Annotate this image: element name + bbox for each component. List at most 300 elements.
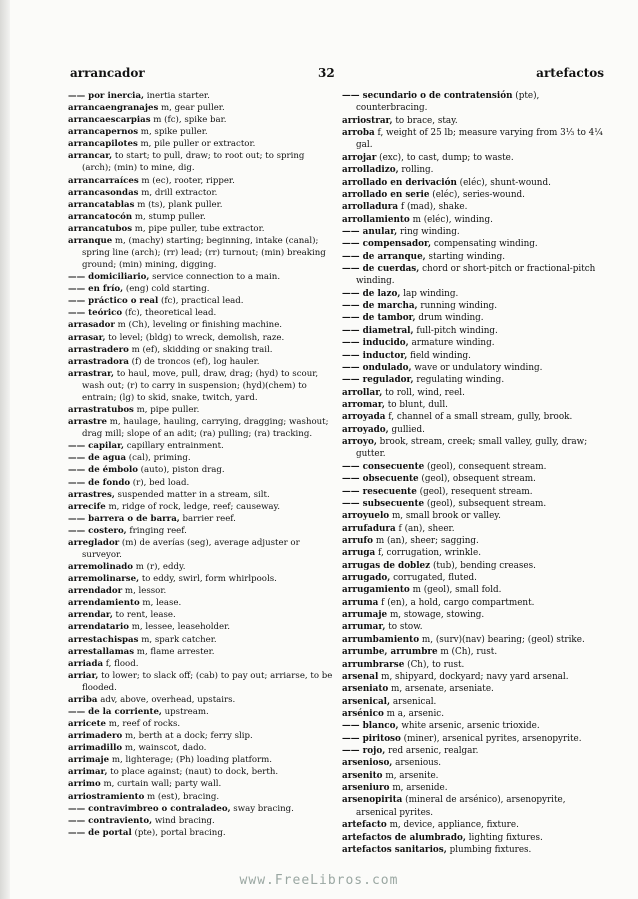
entry-definition: m, lessor. [122, 586, 167, 597]
dictionary-entry [68, 742, 334, 754]
entry-definition: m (Ch), leveling or finishing machine. [114, 320, 283, 331]
entry-headword: arrimaje [68, 755, 110, 766]
entry-headword: arroyuelo [342, 511, 390, 522]
entry-definition: to haul, move, pull, draw, drag; (hyd) to scour, wash out; (r) to carry in suspension; (hyd)(chem) to entrain; (lg) to skid, snake, twitch, yard. [82, 368, 319, 403]
entry-definition: m, (machy) starting; beginning, intake (canal); spring line (arch); (rr) lead; (rr) turnout; (min) breaking ground; (min) mining, digging. [82, 235, 326, 271]
entry-headword: —— contravimbreo o contraladeo, [68, 803, 231, 814]
entry-definition: m a, arsenic. [383, 708, 445, 719]
dictionary-entry [342, 609, 606, 621]
dictionary-entry [342, 436, 606, 461]
entry-headword: arrollado en serie [342, 189, 430, 200]
entry-headword: arroyo, [342, 437, 377, 448]
entry-definition: m, pile puller or extractor. [137, 139, 256, 150]
entry-headword: —— secundario o de contratensión [342, 91, 513, 101]
entry-headword: arrestachispas [68, 634, 139, 645]
entry-definition: m, lighterage; (Ph) loading platform. [109, 755, 272, 766]
dictionary-entry [342, 584, 606, 596]
dictionary-entry [342, 201, 606, 213]
entry-headword: —— en frío, [68, 284, 124, 295]
entry-headword: —— costero, [68, 525, 127, 536]
entry-headword: —— inductor, [342, 350, 408, 361]
entry-definition: to brace, stay. [392, 115, 458, 126]
dictionary-entry [342, 510, 606, 522]
entry-definition: arsenical. [390, 696, 437, 707]
dictionary-entry [68, 344, 334, 356]
entry-headword: arsenical, [342, 696, 391, 707]
entry-headword: arrolladura [342, 202, 399, 213]
entry-definition: rolling. [398, 165, 434, 176]
entry-headword: arrestallamas [68, 646, 135, 657]
dictionary-entry [68, 827, 334, 839]
entry-definition: chord or short-pitch or fractional-pitch winding. [356, 264, 596, 287]
entry-definition: m, pipe puller, tube extractor. [132, 223, 265, 234]
entry-definition: (Ch), to rust. [404, 659, 465, 670]
entry-definition: m, gear puller. [158, 103, 225, 114]
entry-definition: m, spike puller. [138, 127, 208, 138]
entry-headword: —— rojo, [342, 746, 386, 757]
entry-definition: brook, stream, creek; small valley, gully, draw; gutter. [356, 437, 588, 460]
dictionary-entry [342, 164, 606, 176]
dictionary-entry [68, 597, 334, 609]
dictionary-entry [68, 126, 334, 138]
entry-definition: (tub), bending creases. [430, 560, 536, 571]
entry-definition: (auto), piston drag. [137, 465, 225, 476]
entry-definition: m (Ch), rust. [437, 647, 498, 658]
entry-definition: upstream. [161, 706, 209, 717]
dictionary-entry [68, 150, 334, 174]
dictionary-entry [342, 473, 606, 485]
entry-headword: arrugado, [342, 573, 391, 584]
entry-definition: wind bracing. [152, 815, 215, 826]
entry-definition: f, corrugation, wrinkle. [375, 548, 481, 559]
dictionary-entry [68, 766, 334, 778]
entry-headword: arrancarraíces [68, 175, 139, 186]
dictionary-entry [342, 288, 606, 300]
entry-definition: (eléc), series-wound. [429, 189, 525, 200]
dictionary-entry [342, 387, 606, 399]
entry-definition: sway bracing. [230, 803, 294, 814]
dictionary-entry [342, 90, 606, 115]
dictionary-entry [342, 560, 606, 572]
entry-definition: m, berth at a dock; ferry slip. [122, 731, 253, 742]
dictionary-entry [342, 115, 606, 127]
entry-headword: arrecife [68, 501, 106, 512]
entry-definition: (miner), arsenical pyrites, arsenopyrite. [400, 733, 582, 744]
entry-headword: artefactos de alumbrado, [342, 832, 466, 843]
entry-definition: f, flood. [103, 658, 139, 669]
entry-headword: arricete [68, 719, 107, 730]
entry-definition: wave or undulatory winding. [411, 362, 543, 373]
dictionary-entry [68, 815, 334, 827]
dictionary-entry [342, 696, 606, 708]
entry-headword: arrimo [68, 779, 101, 790]
entry-headword: artefactos sanitarios, [342, 844, 447, 855]
entry-headword: —— obsecuente [342, 474, 419, 485]
entry-definition: plumbing fixtures. [446, 844, 532, 855]
entry-definition: ring winding. [397, 226, 460, 237]
entry-headword: arrufadura [342, 523, 396, 534]
entry-headword: arrancapernos [68, 127, 139, 138]
entry-definition: f, weight of 25 lb; measure varying from 3⅓ to 4¼ gal. [356, 128, 603, 151]
dictionary-entry [342, 127, 606, 152]
entry-headword: arrancar, [68, 151, 113, 162]
dictionary-entry [68, 319, 334, 331]
dictionary-entry [342, 708, 606, 720]
entry-definition: field winding. [407, 350, 471, 361]
entry-headword: —— regulador, [342, 375, 414, 386]
entry-headword: arriostramiento [68, 791, 145, 802]
entry-headword: arrendador [68, 586, 123, 597]
dictionary-entry [342, 844, 606, 856]
entry-definition: compensating winding. [431, 239, 538, 250]
entry-definition: m (r), eddy. [133, 562, 186, 573]
dictionary-entry [68, 730, 334, 742]
dictionary-entry [342, 745, 606, 757]
entry-definition: m, spark catcher. [138, 634, 217, 645]
entry-headword: —— de agua [68, 453, 127, 464]
entry-headword: arrumaje [342, 610, 388, 621]
dictionary-entry [342, 733, 606, 745]
entry-definition: to blunt, dull. [384, 399, 448, 410]
entry-headword: arrastradero [68, 344, 129, 355]
entry-headword: arriba [68, 694, 98, 705]
dictionary-entry [342, 486, 606, 498]
entry-definition: m (ts), plank puller. [134, 199, 223, 210]
entry-definition: arsenious. [392, 758, 442, 769]
dictionary-entry [342, 659, 606, 671]
entry-headword: —— de émbolo [68, 465, 138, 476]
dictionary-entry [68, 718, 334, 730]
entry-definition: f (an), sheer. [395, 523, 455, 534]
entry-definition: m, arsenite. [382, 770, 439, 781]
dictionary-entry [342, 683, 606, 695]
entry-definition: m, lease. [139, 598, 182, 609]
entry-headword: —— de cuerdas, [342, 264, 420, 275]
entry-definition: starting winding. [425, 251, 506, 262]
entry-headword: arsenopirita [342, 795, 403, 806]
entry-definition: (exc), to cast, dump; to waste. [376, 152, 514, 163]
dictionary-entry [68, 803, 334, 815]
entry-headword: —— diametral, [342, 325, 414, 336]
entry-definition: m, haulage, hauling, carrying, dragging; washout; drag mill; slope of an adit; (ra) pulling; (ra) tracking. [82, 417, 329, 440]
entry-definition: (geol), obsequent stream. [418, 474, 536, 485]
entry-definition: m (ec), rooter, ripper. [138, 175, 235, 186]
dictionary-entry [342, 300, 606, 312]
dictionary-entry [68, 295, 334, 307]
dictionary-entry [342, 832, 606, 844]
entry-definition: full-pitch winding. [413, 325, 498, 336]
dictionary-entry [68, 187, 334, 199]
dictionary-entry [68, 102, 334, 114]
dictionary-entry [342, 535, 606, 547]
entry-definition: fringing reef. [126, 525, 187, 536]
entry-headword: arrollado en derivación [342, 177, 457, 188]
entry-definition: m, ridge of rock, ledge, reef; causeway. [105, 501, 281, 512]
entry-headword: arrancasondas [68, 187, 139, 198]
dictionary-entry [68, 670, 334, 694]
dictionary-entry [342, 757, 606, 769]
dictionary-entry [68, 211, 334, 223]
entry-definition: m, arsenate, arseniate. [388, 684, 494, 695]
entry-headword: arrancaengranajes [68, 103, 159, 114]
entry-definition: (mineral de arsénico), arsenopyrite, arsenical pyrites. [356, 795, 566, 818]
dictionary-entry [68, 585, 334, 597]
entry-definition: adv, above, overhead, upstairs. [97, 694, 236, 705]
entry-definition: m, stowage, stowing. [387, 610, 485, 621]
right-column [342, 90, 606, 856]
entry-headword: arrendar, [68, 610, 113, 621]
entry-definition: barrier reef. [179, 513, 236, 524]
entry-definition: m, device, appliance, fixture. [386, 820, 519, 831]
entry-headword: arrasador [68, 320, 115, 331]
scan-gutter-shadow [0, 0, 10, 899]
dictionary-entry [68, 235, 334, 271]
entry-definition: m, drill extractor. [138, 187, 218, 198]
dictionary-entry [68, 754, 334, 766]
entry-definition: m (geol), small fold. [409, 585, 502, 596]
dictionary-entry [342, 782, 606, 794]
entry-headword: arrugas de doblez [342, 560, 431, 571]
entry-definition: lighting fixtures. [465, 832, 543, 843]
entry-headword: —— barrera o de barra, [68, 513, 180, 524]
entry-definition: (eléc), shunt-wound. [456, 177, 551, 188]
entry-definition: m, wainscot, dado. [122, 743, 207, 754]
dictionary-entry [342, 251, 606, 263]
entry-headword: —— inducido, [342, 338, 409, 349]
dictionary-entry [68, 138, 334, 150]
entry-headword: —— consecuente [342, 461, 425, 472]
entry-headword: arrumbamiento [342, 634, 420, 645]
dictionary-entry [68, 199, 334, 211]
entry-headword: arrumbe, arrumbre [342, 647, 438, 658]
entry-headword: arrancatablas [68, 199, 135, 210]
entry-definition: m, reef of rocks. [106, 719, 181, 730]
entry-definition: m, (surv)(nav) bearing; (geol) strike. [419, 634, 585, 645]
entry-headword: arrancaescarpias [68, 115, 151, 126]
dictionary-entry [68, 694, 334, 706]
dictionary-entry [68, 621, 334, 633]
dictionary-entry [68, 537, 334, 561]
dictionary-entry [68, 416, 334, 440]
entry-definition: gullied. [388, 424, 425, 435]
dictionary-entry [68, 271, 334, 283]
entry-definition: service connection to a main. [149, 272, 281, 283]
dictionary-entry [68, 440, 334, 452]
entry-headword: arsénico [342, 708, 384, 719]
entry-headword: arrastradora [68, 356, 129, 367]
entry-definition: (geol), resequent stream. [416, 486, 533, 497]
dictionary-entry [342, 238, 606, 250]
entry-headword: arreglador [68, 537, 120, 548]
entry-headword: arrimadillo [68, 743, 123, 754]
entry-definition: regulating winding. [413, 375, 505, 386]
entry-headword: —— domiciliario, [68, 272, 150, 283]
entry-headword: —— blanco, [342, 721, 399, 732]
entry-definition: m, lessee, leaseholder. [128, 622, 231, 633]
dictionary-entry [342, 671, 606, 683]
entry-definition: m, pipe puller. [133, 405, 200, 416]
dictionary-entry [68, 223, 334, 235]
entry-headword: arrancatocón [68, 211, 133, 222]
entry-headword: arrumar, [342, 622, 386, 633]
entry-headword: arrastrar, [68, 368, 114, 379]
dictionary-entry [68, 489, 334, 501]
entry-headword: —— de tambor, [342, 313, 416, 324]
entry-headword: arrancapilotes [68, 139, 138, 150]
entry-headword: arrastre [68, 417, 107, 428]
entry-definition: m, arsenide. [389, 783, 448, 794]
entry-definition: (m) de averías (seg), average adjuster or surveyor. [82, 537, 300, 560]
entry-headword: arsenioso, [342, 758, 393, 769]
dictionary-entry [68, 501, 334, 513]
dictionary-entry [342, 770, 606, 782]
entry-definition: armature winding. [408, 338, 495, 349]
entry-definition: (f) de troncos (ef), log hauler. [128, 356, 260, 367]
entry-headword: —— de fondo [68, 477, 131, 488]
entry-headword: —— resecuente [342, 486, 417, 497]
entry-definition: white arsenic, arsenic trioxide. [398, 721, 540, 732]
entry-headword: arriar, [68, 670, 99, 681]
dictionary-entry [342, 621, 606, 633]
entry-definition: running winding. [417, 301, 498, 312]
entry-definition: to place against; (naut) to dock, berth. [107, 767, 279, 778]
dictionary-entry [342, 646, 606, 658]
entry-headword: —— piritoso [342, 733, 401, 744]
dictionary-entry [68, 706, 334, 718]
entry-definition: m (est), bracing. [144, 791, 220, 802]
dictionary-entry [68, 513, 334, 525]
entry-definition: m (eléc), winding. [409, 214, 493, 225]
dictionary-entry [342, 547, 606, 559]
entry-headword: —— de arranque, [342, 251, 426, 262]
dictionary-entry [68, 525, 334, 537]
dictionary-entry [342, 461, 606, 473]
entry-headword: —— teórico [68, 308, 123, 319]
dictionary-entry [68, 90, 334, 102]
entry-definition: lap winding. [400, 288, 459, 299]
dictionary-entry [342, 325, 606, 337]
dictionary-entry [68, 332, 334, 344]
dictionary-entry [342, 226, 606, 238]
entry-definition: m, flame arrester. [134, 646, 215, 657]
entry-headword: arremolinarse, [68, 574, 140, 585]
entry-definition: f (en), a hold, cargo compartment. [378, 597, 535, 608]
entry-headword: —— compensador, [342, 239, 432, 250]
dictionary-entry [68, 609, 334, 621]
dictionary-entry [342, 189, 606, 201]
dictionary-entry [342, 374, 606, 386]
entry-definition: corrugated, fluted. [390, 573, 477, 584]
entry-definition: red arsenic, realgar. [385, 746, 479, 757]
entry-headword: arrendamiento [68, 598, 140, 609]
entry-headword: arrollar, [342, 387, 383, 398]
dictionary-entry [68, 114, 334, 126]
left-column [68, 90, 334, 839]
entry-headword: —— ondulado, [342, 362, 412, 373]
dictionary-entry [68, 283, 334, 295]
dictionary-entry [342, 498, 606, 510]
dictionary-entry [342, 597, 606, 609]
entry-headword: arremolinado [68, 562, 134, 573]
entry-headword: arroba [342, 128, 375, 139]
entry-headword: arsenal [342, 671, 379, 682]
entry-headword: arrojar [342, 152, 377, 163]
dictionary-entry [68, 404, 334, 416]
entry-headword: —— de portal [68, 827, 132, 838]
entry-headword: arranque [68, 235, 113, 246]
entry-definition: m, shipyard, dockyard; navy yard arsenal. [378, 671, 569, 682]
entry-headword: —— por inercia, [68, 91, 145, 101]
dictionary-entry [342, 424, 606, 436]
dictionary-entry [68, 307, 334, 319]
dictionary-entry [68, 634, 334, 646]
entry-headword: —— de la corriente, [68, 706, 162, 717]
entry-definition: m (an), sheer; sagging. [373, 535, 479, 546]
entry-headword: arrimadero [68, 731, 123, 742]
entry-headword: arrollamiento [342, 214, 410, 225]
entry-headword: arrastratubos [68, 405, 134, 416]
dictionary-entry [342, 819, 606, 831]
entry-definition: (r), bed load. [130, 477, 190, 488]
entry-headword: —— subsecuente [342, 498, 425, 509]
dictionary-entry [342, 572, 606, 584]
dictionary-entry [342, 177, 606, 189]
dictionary-entry [68, 175, 334, 187]
entry-headword: arruma [342, 597, 379, 608]
entry-definition: m, small brook or valley. [389, 511, 501, 522]
dictionary-entry [342, 411, 606, 423]
dictionary-entry [342, 350, 606, 362]
entry-headword: artefacto [342, 820, 387, 831]
entry-headword: arsenito [342, 770, 383, 781]
dictionary-entry [68, 464, 334, 476]
entry-definition: (pte), portal bracing. [131, 827, 226, 838]
entry-headword: arrasar, [68, 332, 106, 343]
dictionary-entry [342, 634, 606, 646]
entry-headword: —— práctico o real [68, 296, 159, 307]
entry-definition: (cal), priming. [126, 453, 191, 464]
dictionary-entry [342, 720, 606, 732]
entry-headword: arrugamiento [342, 585, 410, 596]
entry-definition: to eddy, swirl, form whirlpools. [139, 574, 277, 585]
dictionary-entry [342, 263, 606, 288]
entry-definition: (pte), counterbracing. [356, 91, 540, 114]
entry-headword: arrimar, [68, 767, 108, 778]
entry-headword: arriostrar, [342, 115, 393, 126]
dictionary-entry [68, 452, 334, 464]
dictionary-entry [68, 368, 334, 404]
entry-definition: suspended matter in a stream, silt. [114, 489, 270, 500]
entry-headword: arriada [68, 658, 104, 669]
entry-headword: arromar, [342, 399, 385, 410]
dictionary-entry [68, 573, 334, 585]
entry-headword: arseniuro [342, 783, 390, 794]
dictionary-entry [342, 214, 606, 226]
entry-headword: —— capilar, [68, 441, 124, 452]
dictionary-entry [342, 794, 606, 819]
watermark-url[interactable]: www.FreeLibros.com [239, 873, 399, 888]
entry-definition: to lower; to slack off; (cab) to pay out; arriarse, to be flooded. [82, 670, 333, 693]
dictionary-entry [68, 646, 334, 658]
dictionary-entry [68, 356, 334, 368]
entry-definition: to roll, wind, reel. [382, 387, 465, 398]
page-number: 32 [318, 66, 335, 80]
dictionary-entry [342, 399, 606, 411]
entry-definition: (eng) cold starting. [123, 284, 210, 295]
dictionary-entry [342, 152, 606, 164]
entry-definition: m, stump puller. [132, 211, 206, 222]
dictionary-entry [68, 658, 334, 670]
